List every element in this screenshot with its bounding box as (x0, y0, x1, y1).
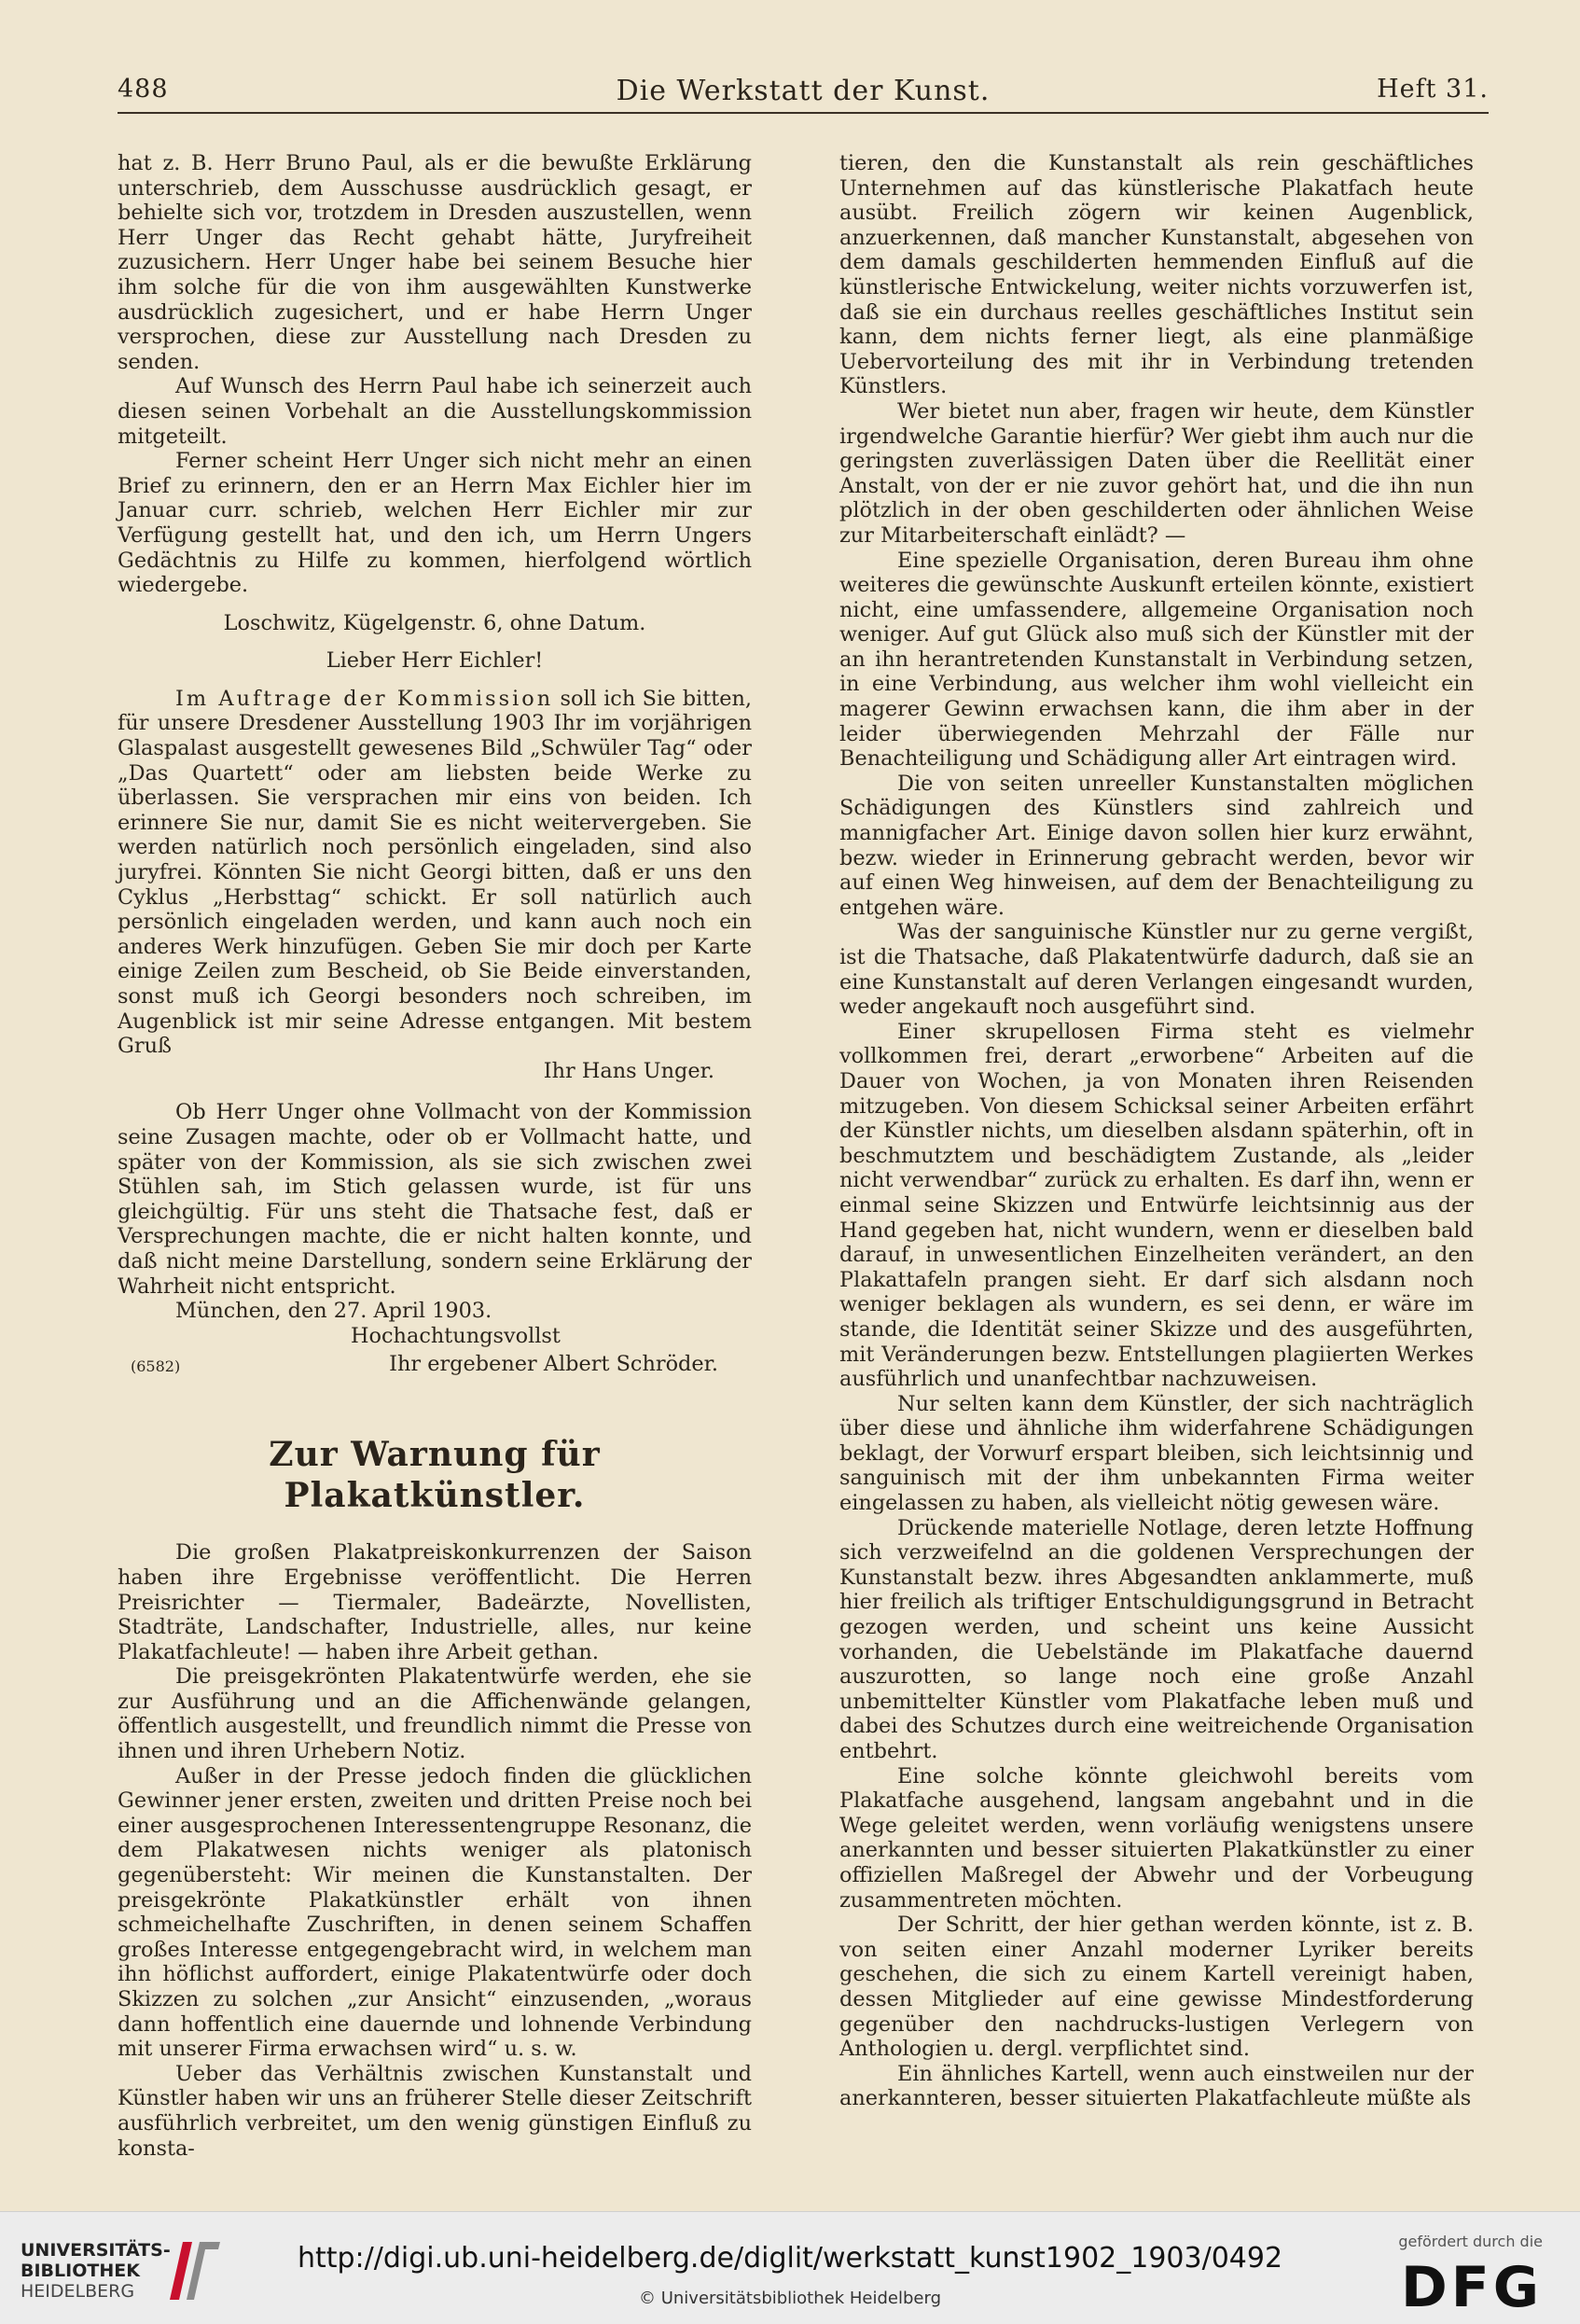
left-column (118, 151, 752, 2161)
copyright-notice: © Universitätsbibliothek Heidelberg (638, 2289, 941, 2308)
letter-body (118, 687, 752, 1059)
paragraph: Auf Wunsch des Herrn Paul habe ich seinerzeit auch diesen seinen Vorbehalt an die Ausstellungskommission mitgeteilt. (118, 374, 752, 449)
paragraph: Die von seiten unreeller Kunstanstalten möglichen Schädigungen des Künstlers sind zahlreich und mannigfacher Art. Einige davon sollen hier kurz erwähnt, bezw. wieder in Erinnerung gebracht werden, bevor wir auf einen Weg hinweisen, auf dem der Benachteiligung zu entgehen wäre. (839, 771, 1474, 920)
paragraph: Außer in der Presse jedoch finden die glücklichen Gewinner jener ersten, zweiten und dritten Preise noch bei einer ausgesprochenen Interessentengruppe Resonanz, die dem Plakatwesen nichts weniger als platonisch gegenübersteht: Wir meinen die Kunstanstalten. Der preisgekrönte Plakatkünstler erhält von ihnen schmeichelhafte Zuschriften, in denen seinem Schaffen großes Interesse entgegengebracht wird, in welchem man ihn höflichst auffordert, einige Plakatentwürfe oder doch Skizzen zu solchen „zur Ansicht“ einzusenden, „woraus dann hoffentlich eine dauernde und lohnende Verbindung mit unserer Firma erwachsen wird“ u. s. w. (118, 1763, 752, 2062)
paragraph: Ferner scheint Herr Unger sich nicht mehr an einen Brief zu erinnern, den er an Herrn Max Eichler hier im Januar curr. schrieb, welchen Herr Eichler mir zur Verfügung gestellt hat, und den ich, um Herrn Ungers Gedächtnis zu Hilfe zu kommen, hierfolgend wörtlich wiedergebe. (118, 449, 752, 598)
dfg-logo: DFG (1400, 2255, 1543, 2320)
footer-bar (0, 2211, 1580, 2324)
issue-number: Heft 31. (1377, 75, 1489, 104)
letter-body-lead: Im Auftrage der Kommission (175, 686, 554, 711)
paragraph: Einer skrupellosen Firma steht es vielmehr vollkommen frei, derart „erworbene“ Arbeiten auf die Dauer von Wochen, ja von Monaten ihren Reisenden mitzugeben. Von diesem Schicksal seiner Arbeiten erfährt der Künstler nichts, um dieselben alsdann späterhin, oft in beschmutztem und beschädigtem Zustande, als „leider nicht verwendbar“ zurück zu erhalten. Es darf ihn, wenn er einmal seine Skizzen und Entwürfe leichtsinnig aus der Hand gegeben hat, nicht wundern, wenn er dieselben bald darauf, in unwesentlichen Einzelheiten verändert, an den Plakattafeln prangen sieht. Er darf sich alsdann noch weniger beklagen als wundern, es sei denn, er wäre im stande, die Identität seiner Skizze und des ausgeführten, mit Veränderungen bezw. Entstellungen plagiierten Werkes ausführlich und unanfechtbar nachzuweisen. (839, 1019, 1474, 1392)
letter-place-line: Loschwitz, Kügelgenstr. 6, ohne Datum. (223, 610, 646, 635)
paragraph: Die großen Plakatpreiskonkurrenzen der Saison haben ihre Ergebnisse veröffentlicht. Die Herren Preisrichter — Tiermaler, Badeärzte, Novellisten, Stadträte, Landschafter, Industrielle, alles, nur keine Plakatfachleute! — haben ihre Arbeit gethan. (118, 1540, 752, 1664)
paragraph: Nur selten kann dem Künstler, der sich nachträglich über diese und ähnliche ihm widerfahrene Schädigungen beklagt, der Vorwurf erspart bleiben, sich leichtsinnig und sanguinisch mit der ihm unbekannten Firma weiter eingelassen zu haben, als vielleicht nötig gewesen wäre. (839, 1391, 1474, 1516)
paragraph: Eine solche könnte gleichwohl bereits vom Plakatfache ausgehend, langsam angebahnt und in die Wege geleitet werden, wenn vorläufig wenigstens unsere anerkannten und besser situierten Plakatkünstler zu einer offiziellen Maßregel der Abwehr und der Vorbeugung zusammentreten möchten. (839, 1763, 1474, 1913)
paragraph: Der Schritt, der hier gethan werden könnte, ist z. B. von seiten einer Anzahl moderner Lyriker bereits geschehen, die sich zu einem Kartell vereinigt haben, dessen Mitglieder auf eine gewisse Mindestforderung gegenüber den nachdrucks-lustigen Verlegern von Anthologien u. dergl. verpflichtet sind. (839, 1913, 1474, 2062)
letter-signature: Ihr Hans Unger. (543, 1058, 714, 1083)
page-header (118, 69, 1489, 114)
funding-note: gefördert durch die (1398, 2233, 1543, 2250)
paragraph: Ein ähnliches Kartell, wenn auch einstweilen nur der anerkannteren, besser situierten Plakatfachleute müßte als (839, 2061, 1474, 2111)
letter-salutation: Lieber Herr Eichler! (326, 648, 544, 674)
library-name-line: UNIVERSITÄTS- (21, 2240, 171, 2261)
permalink-url[interactable]: http://digi.ub.uni-heidelberg.de/diglit/werkstatt_kunst1902_1903/0492 (297, 2242, 1283, 2275)
paragraph: Drückende materielle Notlage, deren letzte Hoffnung sich verzweifelnd an die goldenen Versprechungen der Kunstanstalt bezw. ihres Abgesandten anklammerte, muß hier freilich als triftiger Entschuldigungsgrund in Betracht gezogen werden, und scheint uns keine Aussicht vorhanden, die Uebelstände im Plakatfache dauernd auszurotten, so lange noch eine große Anzahl unbemittelter Künstler vom Plakatfache leben muß und dabei des Schutzes durch eine weitreichende Organisation entbehrt. (839, 1515, 1474, 1763)
library-name-line: HEIDELBERG (21, 2281, 135, 2302)
paragraph: Ueber das Verhältnis zwischen Kunstanstalt und Künstler haben wir uns an früherer Stelle dieser Zeitschrift ausführlich verbreitet, um den wenig günstigen Einfluß zu konsta- (118, 2061, 752, 2161)
library-name-line: BIBLIOTHEK (21, 2261, 140, 2281)
article-title: Zur Warnung für Plakatkünstler. (269, 1435, 601, 1516)
date-line: München, den 27. April 1903. (175, 1299, 492, 1324)
paragraph: Die preisgekrönten Plakatentwürfe werden, ehe sie zur Ausführung und an die Affichenwände gelangen, öffentlich ausgestellt, und freundlich nimmt die Presse von ihnen und ihren Urhebern Notiz. (118, 1664, 752, 1764)
signature: Ihr ergebener Albert Schröder. (389, 1352, 718, 1377)
header-rule (118, 112, 1489, 114)
paragraph: tieren, den die Kunstanstalt als rein geschäftliches Unternehmen auf das künstlerische Plakatfach heute ausübt. Freilich zögern wir keinen Augenblick, anzuerkennen, daß mancher Kunstanstalt, abgesehen von dem damals geschilderten hemmenden Einfluß auf die künstlerische Entwickelung, weiter nichts vorzuwerfen ist, daß sie ein durchaus reelles geschäftliches Institut sein kann, dem nichts ferner liegt, als eine planmäßige Uebervorteilung des mit ihr in Verbindung tretenden Künstlers. (839, 151, 1474, 399)
closing-line: Hochachtungsvollst (351, 1323, 561, 1348)
right-column (839, 151, 1474, 2111)
letter-body-text: soll ich Sie bitten, für unsere Dresdener Ausstellung 1903 Ihr im vorjährigen Glaspalast ausgestellt gewesenes Bild „Schwüler Tag“ oder „Das Quartett“ oder am liebsten beide Werke zu überlassen. Sie versprachen mir eins von beiden. Ich erinnere Sie nur, damit Sie es nicht weitervergeben. Sie werden natürlich noch persönlich eingeladen, sind also juryfrei. Könnten Sie nicht Georgi bitten, daß er uns den Cyklus „Herbsttag“ schickt. Er soll natürlich auch persönlich eingeladen werden, und kann auch noch ein anderes Werk hinzufügen. Geben Sie mir doch per Karte einige Zeilen zum Bescheid, ob Sie Beide einverstanden, sonst muß ich Georgi besonders noch schreiben, im Augenblick ist mir seine Adresse entgangen. Mit bestem Gruß (118, 686, 752, 1059)
paragraph: Ob Herr Unger ohne Vollmacht von der Kommission seine Zusagen machte, oder ob er Vollmacht hatte, und später von der Kommission, als sie sich zwischen zwei Stühlen sah, im Stich gelassen wurde, ist für uns gleichgültig. Für uns steht die Thatsache fest, daß er Versprechungen machte, die er nicht halten konnte, und daß nicht meine Darstellung, sondern seine Erklärung der Wahrheit nicht entspricht. (118, 1100, 752, 1299)
page-number: 488 (118, 75, 169, 104)
journal-title: Die Werkstatt der Kunst. (616, 75, 991, 107)
paragraph: Eine spezielle Organisation, deren Bureau ihm ohne weiteres die gewünschte Auskunft erteilen könnte, existiert nicht, eine umfassendere, allgemeine Organisation noch weniger. Auf gut Glück also muß sich der Künstler mit der an ihn herantretenden Kunstanstalt in Verbindung setzen, in eine Verbindung, aus welcher ihm wohl vielleicht ein magerer Gewinn erwachsen kann, die ihm aber in der leider überwiegenden Mehrzahl der Fälle nur Benachteiligung und Schädigung aller Art eintragen wird. (839, 548, 1474, 772)
paragraph: Was der sanguinische Künstler nur zu gerne vergißt, ist die Thatsache, daß Plakatentwürfe dadurch, daß sie an eine Kunstanstalt auf deren Verlangen eingesandt wurden, weder angekauft noch ausgeführt sind. (839, 920, 1474, 1020)
paragraph: Wer bietet nun aber, fragen wir heute, dem Künstler irgendwelche Garantie hierfür? Wer giebt ihm auch nur die geringsten zuverlässigen Daten über die Reellität einer Anstalt, von der er nie zuvor gehört hat, und die ihn nun plötzlich in der oben geschilderten oder ähnlichen Weise zur Mitarbeiterschaft einlädt? — (839, 398, 1474, 548)
paragraph: hat z. B. Herr Bruno Paul, als er die bewußte Erklärung unterschrieb, dem Ausschusse ausdrücklich gesagt, er behielte sich vor, trotzdem in Dresden auszustellen, wenn Herr Unger das Recht gehabt hätte, Juryfreiheit zuzusichern. Herr Unger habe bei seinem Besuche hier ihm solche für die von ihm ausgewählten Kunstwerke ausdrücklich zugesichert, und er habe Herrn Unger versprochen, diese zur Ausstellung nach Dresden zu senden. (118, 151, 752, 374)
signature-row (118, 1352, 752, 1380)
reference-number: (6582) (131, 1357, 181, 1376)
